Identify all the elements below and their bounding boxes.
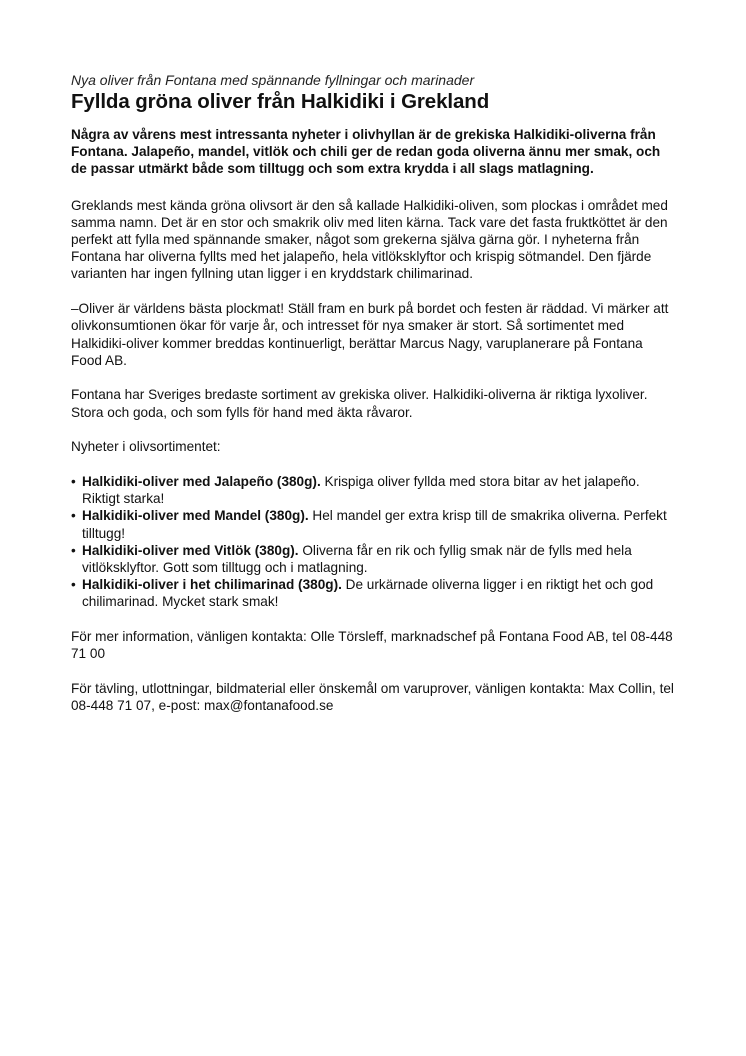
contact-info: För tävling, utlottningar, bildmaterial eller önskemål om varuprover, vänligen kontakta: Max Collin, tel 08-448 71 07, e-post: max@fontanafood.se	[71, 681, 674, 714]
list-item	[71, 507, 676, 541]
list-item	[71, 542, 676, 576]
bullet-icon: •	[71, 474, 76, 490]
body-paragraph: –Oliver är världens bästa plockmat! Ställ fram en burk på bordet och festen är räddad. Vi märker att olivkonsumtionen ökar för varje år, och intresset för nya smaker är stort. Så sortimentet med Halkidiki-oliver kommer breddas kontinuerligt, berättar Marcus Nagy, varuplanerare på Fontana Food AB.	[71, 301, 669, 368]
list-item	[71, 473, 676, 507]
lead-paragraph: Några av vårens mest intressanta nyheter i olivhyllan är de grekiska Halkidiki-oliverna från Fontana. Jalapeño, mandel, vitlök och chili ger de redan goda oliverna ännu mer smak, och de passar utmärkt både som tilltugg och som extra krydda i all slags matlagning.	[71, 127, 661, 177]
product-description: Krispiga oliver fyllda med stora bitar av het jalapeño. Riktigt starka!	[82, 474, 640, 507]
contact-info: För mer information, vänligen kontakta: Olle Törsleff, marknadschef på Fontana Food AB, tel 08-448 71 00	[71, 629, 673, 662]
list-intro: Nyheter i olivsortimentet:	[71, 439, 221, 455]
kicker: Nya oliver från Fontana med spännande fyllningar och marinader	[71, 72, 475, 88]
product-name: Halkidiki-oliver med Vitlök (380g).	[82, 542, 299, 558]
product-description: De urkärnade oliverna ligger i en riktigt het och god chilimarinad. Mycket stark smak!	[82, 577, 654, 610]
body-paragraph: Fontana har Sveriges bredaste sortiment av grekiska oliver. Halkidiki-oliverna är riktiga lyxoliver. Stora och goda, och som fylls för hand med äkta råvaror.	[71, 387, 648, 420]
bullet-icon: •	[71, 542, 76, 558]
page-title: Fyllda gröna oliver från Halkidiki i Grekland	[71, 90, 490, 113]
press-release	[71, 72, 676, 732]
bullet-icon: •	[71, 508, 76, 524]
product-description: Oliverna får en rik och fyllig smak när de fylls med hela vitlöksklyftor. Gott som tilltugg och i matlagning.	[82, 542, 632, 576]
product-description: Hel mandel ger extra krisp till de smakrika oliverna. Perfekt tilltugg!	[82, 508, 667, 541]
list-item	[71, 576, 676, 610]
body-paragraph: Greklands mest kända gröna olivsort är den så kallade Halkidiki-oliven, som plockas i området med samma namn. Det är en stor och smakrik oliv med liten kärna. Tack vare det fasta fruktköttet är den perfekt att fylla med spännande smaker, något som grekerna själva gärna gör. I nyheterna från Fontana har oliverna fyllts med het jalapeño, hela vitlöksklyftor och krispig sötmandel. Den fjärde varianten har ingen fyllning utan ligger i en kryddstark chilimarinad.	[71, 197, 668, 282]
product-name: Halkidiki-oliver med Mandel (380g).	[82, 508, 309, 524]
product-name: Halkidiki-oliver med Jalapeño (380g).	[82, 474, 321, 490]
product-list	[71, 473, 676, 611]
product-name: Halkidiki-oliver i het chilimarinad (380g).	[82, 577, 342, 593]
bullet-icon: •	[71, 577, 76, 593]
